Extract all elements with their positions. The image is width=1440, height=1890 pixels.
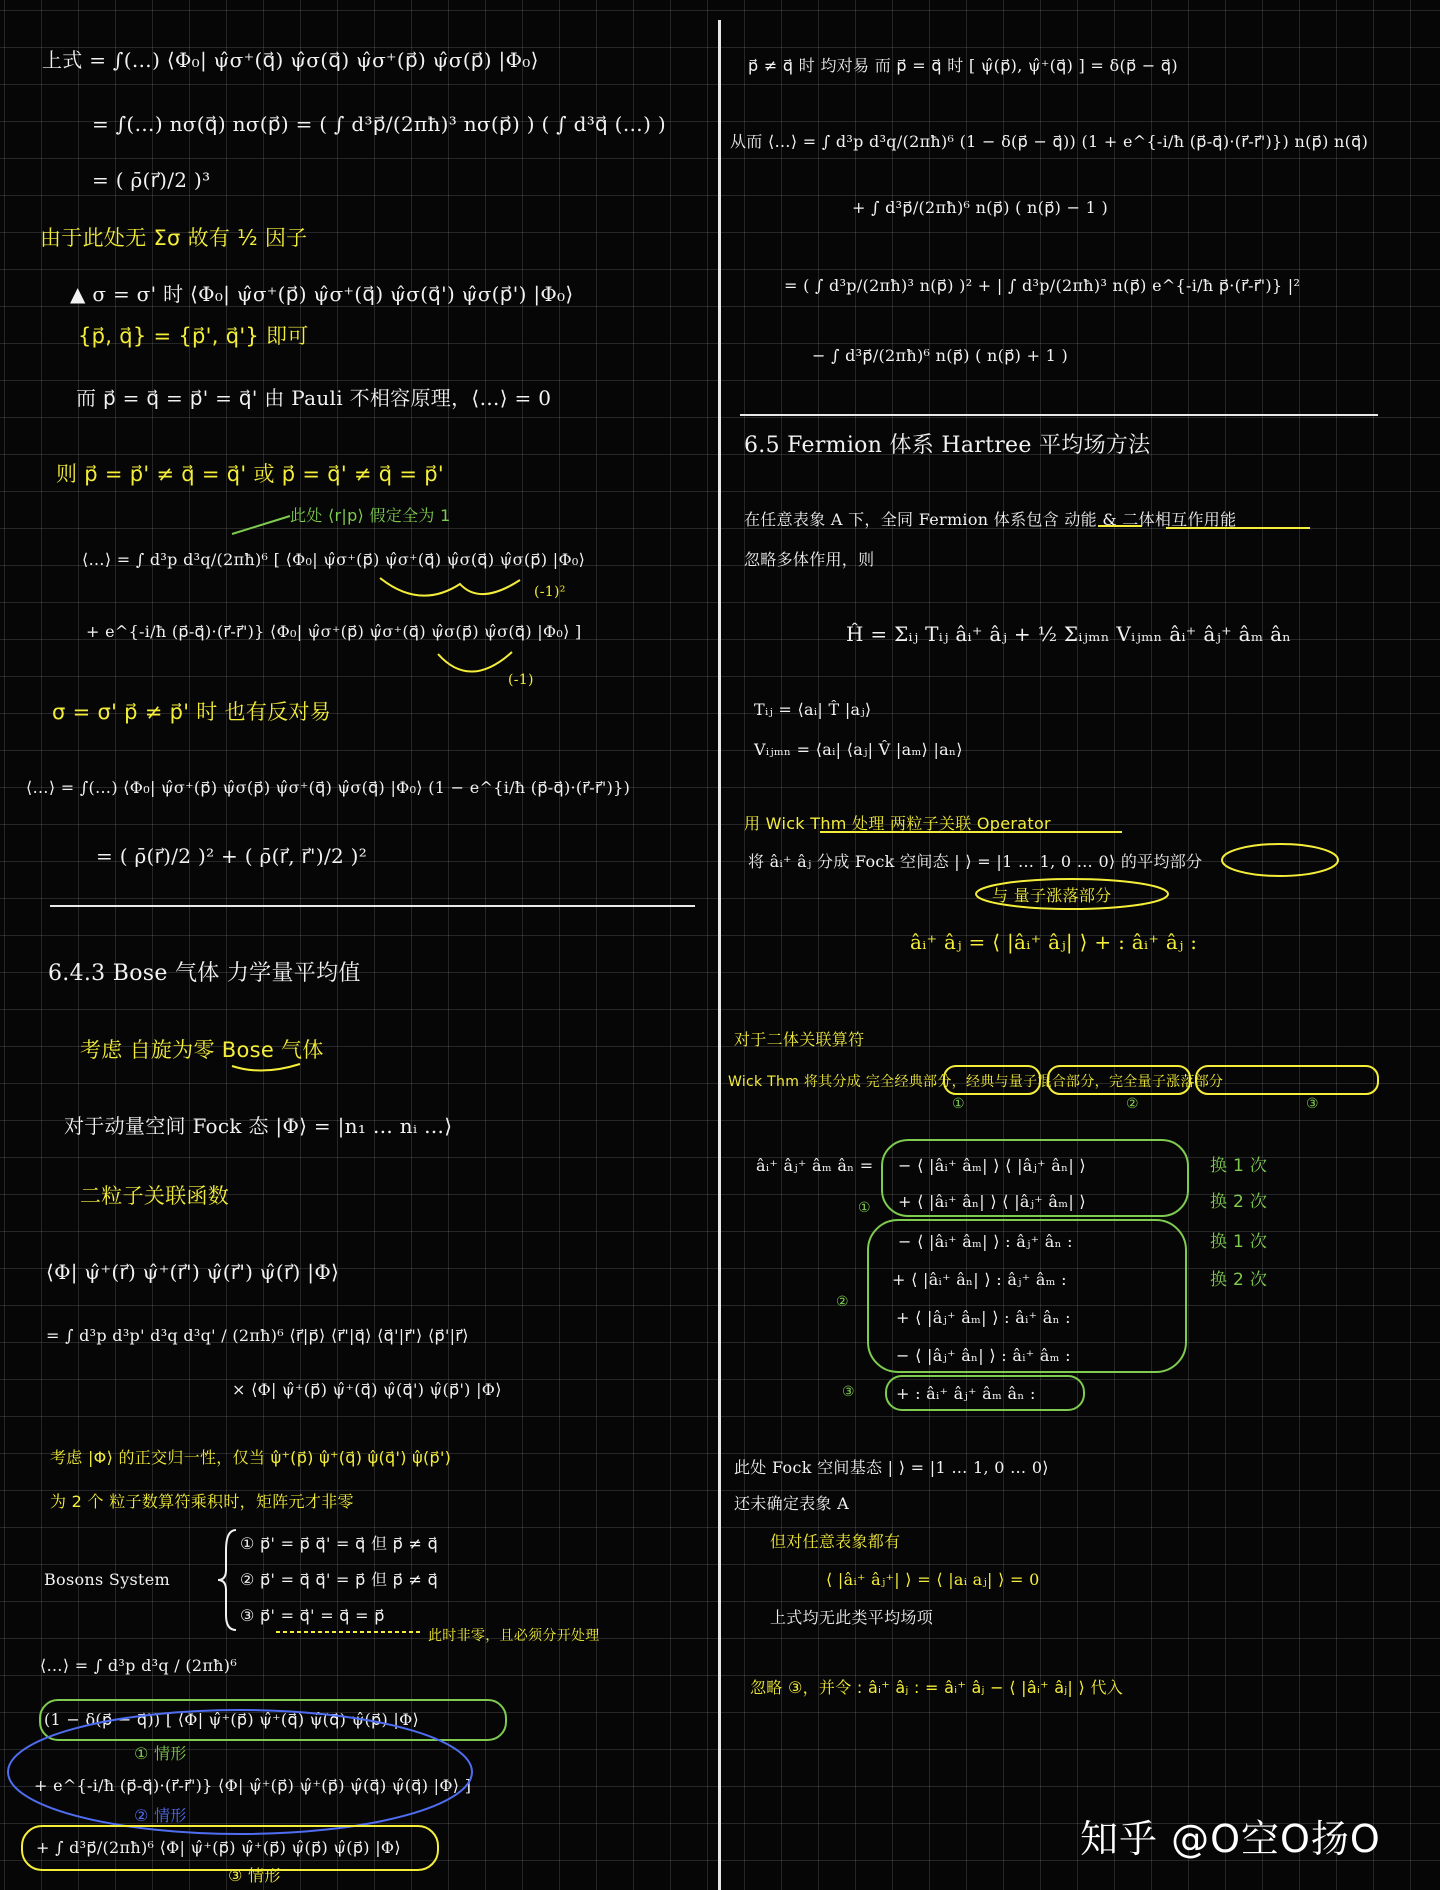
column-divider: [718, 20, 721, 1890]
right-num-3: ③: [1306, 1096, 1319, 1112]
left-eq-13: = ∫ d³p d³p' d³q d³q' / (2πħ)⁶ ⟨r⃗|p⃗⟩ ⟨r⃗'|q⃗⟩ ⟨q⃗'|r⃗'⟩ ⟨p⃗'|r⃗⟩: [46, 1326, 469, 1345]
right-eq-6: 在任意表象 A 下，全同 Fermion 体系包含 动能 & 二体相互作用能: [744, 510, 1237, 529]
right-eq-15: 还未确定表象 A: [734, 1494, 850, 1513]
left-note-1: 由于此处无 Σσ 故有 ½ 因子: [40, 226, 308, 250]
left-eq-5: 而 p⃗ = q⃗ = p⃗' = q⃗' 由 Pauli 不相容原理，⟨…⟩ = 0: [76, 386, 552, 410]
right-wick-3: − ⟨ |âᵢ⁺ âₘ| ⟩ : âⱼ⁺ âₙ :: [898, 1232, 1073, 1251]
left-case-3-note: 此时非零，且必须分开处理: [428, 1628, 600, 1644]
left-eq-4: ▲ σ = σ' 时 ⟨Φ₀| ψ̂σ⁺(p⃗) ψ̂σ⁺(q⃗) ψ̂σ(q⃗') ψ̂σ(p⃗') |Φ₀⟩: [70, 282, 574, 306]
left-eq-12: ⟨Φ| ψ̂⁺(r⃗) ψ̂⁺(r⃗') ψ̂(r⃗') ψ̂(r⃗) |Φ⟩: [46, 1260, 340, 1284]
right-num-1: ①: [952, 1096, 965, 1112]
right-eq-14: 此处 Fock 空间基态 | ⟩ = |1 … 1, 0 … 0⟩: [734, 1458, 1049, 1477]
left-note-4: σ = σ' p⃗ ≠ p⃗' 时 也有反对易: [52, 700, 332, 724]
right-note-2: 对于二体关联算符: [734, 1030, 865, 1049]
group-num-3: ③: [842, 1384, 855, 1400]
section-divider-right: [740, 414, 1378, 416]
group-num-1: ①: [858, 1200, 871, 1216]
right-eq-t: Tᵢⱼ = ⟨aᵢ| T̂ |aⱼ⟩: [754, 700, 872, 719]
left-eq-9: ⟨…⟩ = ∫(…) ⟨Φ₀| ψ̂σ⁺(p⃗) ψ̂σ(p⃗) ψ̂σ⁺(q⃗) ψ̂σ(q⃗) |Φ₀⟩ (1 − e^{i/ħ (p⃗-q⃗)·(r⃗-r⃗')}): [26, 778, 631, 797]
right-wick-4: + ⟨ |âᵢ⁺ âₙ| ⟩ : âⱼ⁺ âₘ :: [892, 1270, 1067, 1289]
left-note-2: {p⃗, q⃗} = {p⃗', q⃗'} 即可: [78, 324, 309, 348]
left-note-3: 此处 ⟨r|p⟩ 假定全为 1: [290, 506, 451, 525]
left-case-label-2: ② 情形: [134, 1806, 187, 1825]
left-eq-14: × ⟨Φ| ψ̂⁺(p⃗) ψ̂⁺(q⃗) ψ̂(q⃗') ψ̂(p⃗') |Φ⟩: [232, 1380, 502, 1399]
left-eq-1: 上式 = ∫(…) ⟨Φ₀| ψ̂σ⁺(q⃗) ψ̂σ(q⃗) ψ̂σ⁺(p⃗) ψ̂σ(p⃗) |Φ₀⟩: [42, 48, 539, 72]
left-eq-10: = ( ρ̄(r⃗)/2 )² + ( ρ̄(r⃗, r⃗')/2 )²: [96, 844, 368, 868]
left-case-label-1: ① 情形: [134, 1744, 187, 1763]
watermark: 知乎 @O空O扬O: [1080, 1817, 1381, 1861]
right-eq-3: + ∫ d³p⃗/(2πħ)⁶ n(p⃗) ( n(p⃗) − 1 ): [852, 198, 1109, 217]
left-note-8: 为 2 个 粒子数算符乘积时，矩阵元才非零: [50, 1492, 354, 1511]
left-eq-11: 对于动量空间 Fock 态 |Φ⟩ = |n₁ … nᵢ …⟩: [64, 1114, 453, 1138]
left-case-1: ① p⃗' = p⃗ q⃗' = q⃗ 但 p⃗ ≠ q⃗: [240, 1534, 439, 1553]
left-eq-2: = ∫(…) nσ(q⃗) nσ(p⃗) = ( ∫ d³p⃗/(2πħ)³ nσ(p⃗) ) ( ∫ d³q⃗ (…) ): [92, 112, 666, 136]
right-eq-1: p⃗ ≠ q⃗ 时 均对易 而 p⃗ = q⃗ 时 [ ψ̂(p⃗), ψ̂⁺(q⃗) ] = δ(p⃗ − q⃗): [748, 56, 1178, 75]
left-note-7: 考虑 |Φ⟩ 的正交归一性，仅当 ψ̂⁺(p⃗) ψ̂⁺(q⃗) ψ̂(q⃗') ψ̂(p⃗'): [50, 1448, 452, 1467]
left-case-2: ② p⃗' = q⃗ q⃗' = p⃗ 但 p⃗ ≠ q⃗: [240, 1570, 439, 1589]
right-note-1: 用 Wick Thm 处理 两粒子关联 Operator: [744, 814, 1051, 833]
left-eq-17: + e^{-i/ħ (p⃗-q⃗)·(r⃗-r⃗')} ⟨Φ| ψ̂⁺(p⃗) ψ̂⁺(p⃗) ψ̂(q⃗) ψ̂(q⃗) |Φ⟩ ]: [34, 1776, 472, 1795]
left-eq-6: 则 p⃗ = p⃗' ≠ q⃗ = q⃗' 或 p⃗ = q⃗' ≠ q⃗ = p⃗': [56, 462, 444, 486]
group-num-2: ②: [836, 1294, 849, 1310]
right-wick-5: + ⟨ |âⱼ⁺ âₘ| ⟩ : âᵢ⁺ âₙ :: [896, 1308, 1071, 1327]
right-eq-5: − ∫ d³p⃗/(2πħ)⁶ n(p⃗) ( n(p⃗) + 1 ): [812, 346, 1069, 365]
right-swap-2: 换 2 次: [1210, 1192, 1268, 1212]
right-note-3: Wick Thm 将其分成 完全经典部分，经典与量子混合部分，完全量子涨落部分: [728, 1074, 1224, 1090]
right-eq-13: âᵢ⁺ âⱼ = ⟨ |âᵢ⁺ âⱼ| ⟩ + : âᵢ⁺ âⱼ :: [910, 930, 1198, 954]
right-section-title: 6.5 Fermion 体系 Hartree 平均场方法: [744, 433, 1151, 458]
left-eq-18: + ∫ d³p⃗/(2πħ)⁶ ⟨Φ| ψ̂⁺(p⃗) ψ̂⁺(p⃗) ψ̂(p⃗) ψ̂(p⃗) |Φ⟩: [36, 1838, 401, 1857]
left-mark-sign-1: (-1)²: [534, 584, 566, 600]
left-eq-16: (1 − δ(p⃗ − q⃗)) [ ⟨Φ| ψ̂⁺(p⃗) ψ̂⁺(q⃗) ψ̂(q⃗) ψ̂(p⃗) |Φ⟩: [44, 1710, 420, 1729]
right-eq-12: 与 量子涨落部分: [992, 886, 1112, 905]
right-wick-2: + ⟨ |âᵢ⁺ âₙ| ⟩ ⟨ |âⱼ⁺ âₘ| ⟩: [898, 1192, 1086, 1211]
right-note-4: 但对任意表象都有: [770, 1532, 901, 1551]
right-swap-1: 换 1 次: [1210, 1156, 1268, 1176]
right-eq-17: 上式均无此类平均场项: [770, 1608, 934, 1627]
right-eq-11: 将 âᵢ⁺ âⱼ 分成 Fock 空间态 | ⟩ = |1 … 1, 0 … 0⟩ 的平均部分: [748, 852, 1203, 871]
left-eq-8: + e^{-i/ħ (p⃗-q⃗)·(r⃗-r⃗')} ⟨Φ₀| ψ̂σ⁺(p⃗) ψ̂σ⁺(q⃗) ψ̂σ(p⃗) ψ̂σ(q⃗) |Φ₀⟩ ]: [86, 622, 582, 641]
left-eq-3: = ( ρ̄(r⃗)/2 )³: [92, 168, 211, 192]
left-case-label-3: ③ 情形: [228, 1866, 281, 1885]
left-eq-7: ⟨…⟩ = ∫ d³p d³q/(2πħ)⁶ [ ⟨Φ₀| ψ̂σ⁺(p⃗) ψ̂σ⁺(q⃗) ψ̂σ(q⃗) ψ̂σ(p⃗) |Φ₀⟩: [82, 550, 586, 569]
left-case-3: ③ p⃗' = q⃗' = q⃗ = p⃗: [240, 1606, 385, 1625]
right-eq-2: 从而 ⟨…⟩ = ∫ d³p d³q/(2πħ)⁶ (1 − δ(p⃗ − q⃗)) (1 + e^{-i/ħ (p⃗-q⃗)·(r⃗-r⃗')}) n(p⃗) n(q⃗): [730, 132, 1369, 151]
left-mark-sign-2: (-1): [508, 672, 534, 688]
right-hamiltonian: Ĥ = Σᵢⱼ Tᵢⱼ âᵢ⁺ âⱼ + ½ Σᵢⱼₘₙ Vᵢⱼₘₙ âᵢ⁺ âⱼ⁺ âₘ âₙ: [846, 622, 1292, 646]
right-wick-1: − ⟨ |âᵢ⁺ âₘ| ⟩ ⟨ |âⱼ⁺ âₙ| ⟩: [898, 1156, 1086, 1175]
right-swap-4: 换 2 次: [1210, 1270, 1268, 1290]
left-note-6: 二粒子关联函数: [80, 1184, 230, 1208]
right-eq-4: = ( ∫ d³p/(2πħ)³ n(p⃗) )² + | ∫ d³p/(2πħ)³ n(p⃗) e^{-i/ħ p⃗·(r⃗-r⃗')} |²: [784, 276, 1301, 295]
left-note-5: 考虑 自旋为零 Bose 气体: [80, 1038, 324, 1062]
right-wick-6: − ⟨ |âⱼ⁺ âₙ| ⟩ : âᵢ⁺ âₘ :: [896, 1346, 1071, 1365]
left-bosons-label: Bosons System: [44, 1570, 171, 1589]
right-eq-7: 忽略多体作用，则: [744, 550, 875, 569]
section-divider-left: [50, 905, 695, 907]
right-note-5: 忽略 ③，并令 : âᵢ⁺ âⱼ : = âᵢ⁺ âⱼ − ⟨ |âᵢ⁺ âⱼ| ⟩ 代入: [750, 1678, 1124, 1697]
right-eq-16: ⟨ |âᵢ⁺ âⱼ⁺| ⟩ = ⟨ |aᵢ aⱼ| ⟩ = 0: [826, 1570, 1040, 1589]
left-eq-15: ⟨…⟩ = ∫ d³p d³q / (2πħ)⁶: [40, 1656, 238, 1675]
right-eq-v: Vᵢⱼₘₙ = ⟨aᵢ| ⟨aⱼ| V̂ |aₘ⟩ |aₙ⟩: [754, 740, 963, 759]
right-wick-lhs: âᵢ⁺ âⱼ⁺ âₘ âₙ =: [756, 1156, 874, 1175]
right-num-2: ②: [1126, 1096, 1139, 1112]
right-swap-3: 换 1 次: [1210, 1232, 1268, 1252]
right-wick-7: + : âᵢ⁺ âⱼ⁺ âₘ âₙ :: [896, 1384, 1036, 1403]
left-section-title: 6.4.3 Bose 气体 力学量平均值: [48, 961, 361, 986]
